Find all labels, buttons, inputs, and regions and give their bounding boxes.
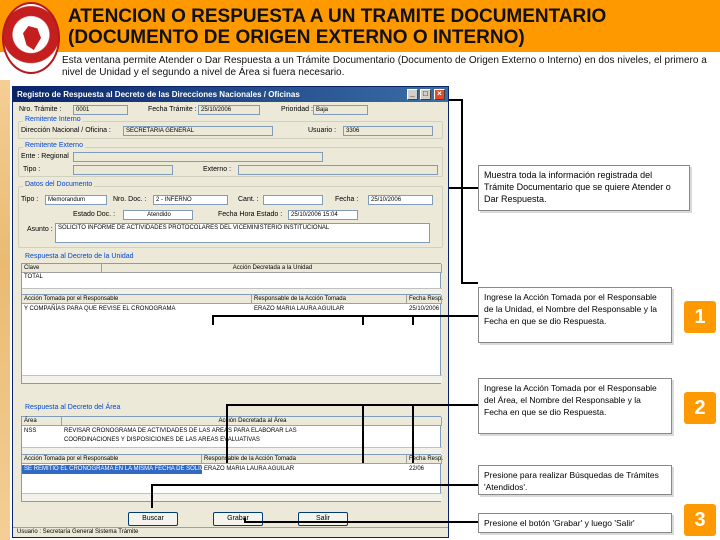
cant-field[interactable]: [263, 195, 323, 205]
table-cell[interactable]: 25/10/2006: [409, 306, 440, 312]
tipo-doc-select[interactable]: Memorandum: [45, 195, 107, 205]
unidad-col-accion: Acción Decretada a la Unidad: [102, 264, 442, 273]
table-cell[interactable]: ERAZO MARIA LAURA AGUILAR: [204, 466, 295, 472]
info-connector: [449, 100, 478, 283]
table-cell[interactable]: 22/06: [409, 466, 425, 472]
nro-doc-label: Nro. Doc. :: [113, 196, 147, 203]
slide-title-line2: (DOCUMENTO DE ORIGEN EXTERNO O INTERNO): [68, 27, 525, 48]
horizontal-scrollbar[interactable]: [22, 375, 442, 383]
unidad-col-clave: Clave: [22, 264, 102, 273]
table-cell[interactable]: COORDINACIONES Y DISPOSICIONES DE LAS AREAS EVALUATIVAS: [64, 437, 260, 443]
step1-callout: Ingrese la Acción Tomada por el Responsable de la Unidad, el Nombre del Responsable y la Fecha en que se dio Respuesta.: [478, 287, 672, 343]
direccion-label: Dirección Nacional / Oficina :: [21, 127, 111, 134]
area-resp-col-responsable: Responsable de la Acción Tomada: [202, 455, 407, 464]
fecha-label: Fecha :: [335, 196, 359, 203]
unidad-resp-col-responsable: Responsable de la Acción Tomada: [252, 295, 407, 304]
table-row[interactable]: TOTAL: [24, 274, 43, 280]
window-title: Registro de Respuesta al Decreto de las Direcciones Nacionales / Oficinas: [17, 90, 300, 99]
area-resp-col-accion: Acción Tomada por el Responsable: [22, 455, 202, 464]
fecha-tramite-label: Fecha Trámite :: [148, 106, 197, 113]
exit-button[interactable]: Salir: [298, 512, 348, 526]
estado-label: Estado Doc. :: [73, 211, 116, 218]
tipo-label: Tipo :: [23, 166, 41, 173]
slide-title: [68, 6, 606, 48]
unidad-response-grid[interactable]: [21, 294, 444, 384]
datos-documento-title: Datos del Documento: [25, 181, 93, 188]
externo-field[interactable]: [238, 165, 438, 175]
fecha-hora-label: Fecha Hora Estado :: [218, 211, 283, 218]
search-hint-callout: Presione para realizar Búsquedas de Trámites 'Atendidos'.: [478, 465, 672, 495]
cant-label: Cant. :: [238, 196, 259, 203]
step-number-1: 1: [684, 301, 716, 333]
save-hint-callout: Presione el botón 'Grabar' y luego 'Salir': [478, 513, 672, 533]
remitente-externo-title: Remitente Externo: [25, 142, 83, 149]
table-cell[interactable]: SE REMITIO EL CRONOGRAMA EN LA MISMA FECHA DE SOLICITADO: [24, 466, 223, 472]
minimize-button[interactable]: _: [407, 89, 418, 100]
fecha-tramite-field[interactable]: 25/10/2006: [198, 105, 260, 115]
area-action-grid[interactable]: [21, 416, 441, 456]
area-resp-col-fecha: Fecha Resp.: [409, 456, 444, 462]
direccion-field[interactable]: SECRETARIA GENERAL: [123, 126, 273, 136]
fecha-hora-field[interactable]: 25/10/2006 15:04: [288, 210, 358, 220]
unidad-resp-col-fecha: Fecha Resp.: [409, 296, 444, 302]
tipo-field[interactable]: [73, 165, 173, 175]
table-cell[interactable]: Y COMPAÑÍAS PARA QUE REVISE EL CRONOGRAMA: [24, 306, 176, 312]
horizontal-scrollbar[interactable]: [22, 493, 442, 501]
institution-logo: [2, 2, 60, 74]
unidad-group-title: Respuesta al Decreto de la Unidad: [25, 253, 134, 260]
remitente-interno-title: Remitente Interno: [25, 116, 81, 123]
info-callout: Muestra toda la información registrada del Trámite Documentario que se quiere Atender o Dar Respuesta.: [478, 165, 690, 211]
step-number-2: 2: [684, 392, 716, 424]
slide-title-line1: ATENCION O RESPUESTA A UN TRAMITE DOCUMENTARIO: [68, 6, 607, 27]
externo-label: Externo :: [203, 166, 232, 173]
decorative-side-strip: [0, 80, 10, 540]
peru-map-emblem: [23, 26, 41, 50]
window-titlebar: [13, 87, 448, 102]
area-col-area: Área: [22, 417, 62, 426]
prioridad-field[interactable]: Baja: [313, 105, 368, 115]
nro-tramite-label: Nro. Trámite :: [19, 106, 62, 113]
nro-tramite-field[interactable]: 0001: [73, 105, 128, 115]
table-cell[interactable]: NSS: [24, 428, 37, 434]
asunto-field[interactable]: SOLICITO INFORME DE ACTIVIDADES PROTOCOLARES DEL VICEMINISTERIO INSTITUCIONAL: [55, 223, 430, 243]
estado-field[interactable]: Atendido: [123, 210, 193, 220]
asunto-label: Asunto :: [27, 226, 53, 233]
area-group-title: Respuesta al Decreto del Área: [25, 404, 121, 411]
usuario-field[interactable]: 3306: [343, 126, 433, 136]
step-number-3: 3: [684, 504, 716, 536]
usuario-label: Usuario :: [308, 127, 337, 134]
response-window: [12, 86, 449, 538]
area-col-accion: Acción Decretada al Área: [62, 417, 442, 426]
area-response-grid[interactable]: [21, 454, 444, 502]
nro-doc-field[interactable]: 2 - INFERNO: [153, 195, 228, 205]
search-button[interactable]: Buscar: [128, 512, 178, 526]
save-button[interactable]: Grabar: [213, 512, 263, 526]
fecha-field[interactable]: 25/10/2006: [368, 195, 433, 205]
prioridad-label: Prioridad :: [281, 106, 313, 113]
unidad-resp-col-accion: Acción Tomada por el Responsable: [22, 295, 252, 304]
slide-description: Esta ventana permite Atender o Dar Respuesta a un Trámite Documentario (Documento de Origen Externo o Interno) en dos niveles, el primero a nivel de Unidad y el segundo a nivel de Área si fuera necesario.: [62, 55, 707, 78]
table-cell[interactable]: REVISAR CRONOGRAMA DE ACTIVIDADES DE LAS AREAS PARA ELABORAR LAS: [64, 428, 297, 434]
step2-callout: Ingrese la Acción Tomada por el Responsable del Área, el Nombre del Responsable y la Fecha en que se dio Respuesta.: [478, 378, 672, 434]
maximize-button[interactable]: □: [420, 89, 431, 100]
tipo-doc-label: Tipo :: [21, 196, 39, 203]
ente-field[interactable]: [73, 152, 323, 162]
table-cell[interactable]: ERAZO MARIA LAURA AGUILAR: [254, 306, 345, 312]
unidad-action-grid[interactable]: [21, 263, 441, 297]
ente-label: Ente : Regional: [21, 153, 69, 160]
table-row[interactable]: [102, 273, 442, 282]
close-button[interactable]: ×: [434, 89, 445, 100]
status-bar: Usuario : Secretaría General Sistema Trámite: [13, 527, 448, 537]
